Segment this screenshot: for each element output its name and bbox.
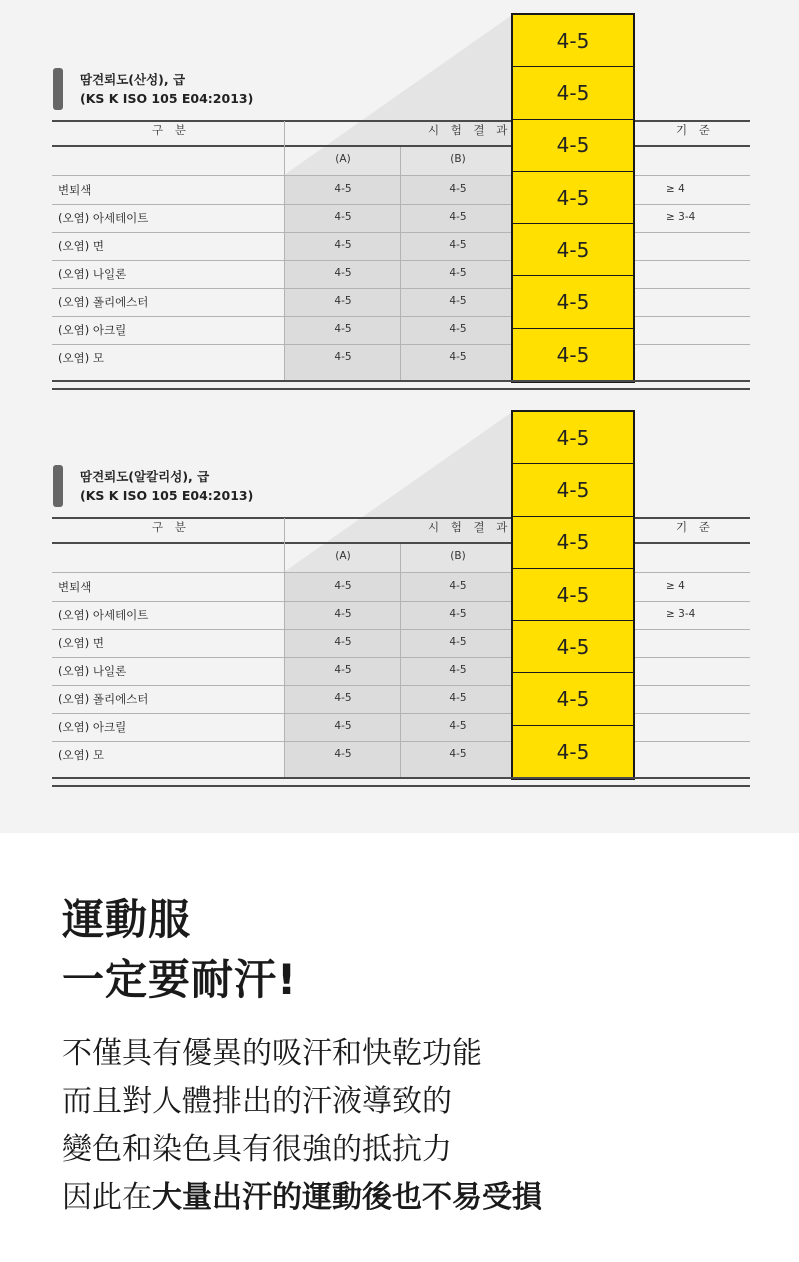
result-b-cell: 4-5 (449, 351, 467, 363)
col-divider (400, 147, 401, 380)
title-marker (53, 68, 63, 110)
row-rule (52, 713, 750, 714)
sub-header-b: (B) (450, 550, 466, 562)
highlight-wedge (284, 412, 512, 572)
highlight-results-box (511, 410, 635, 780)
header-result: 시 험 결 과 (428, 520, 512, 534)
result-b-cell: 4-5 (449, 748, 467, 760)
highlight-result-cell: 4-5 (513, 15, 633, 67)
result-b-cell: 4-5 (449, 267, 467, 279)
result-b-cell: 4-5 (449, 580, 467, 592)
row-label: (오염) 아세테이트 (58, 608, 149, 622)
row-label: (오염) 모 (58, 748, 104, 762)
result-a-cell: 4-5 (334, 664, 352, 676)
description-line-1: 不僅具有優異的吸汗和快乾功能 (62, 1036, 482, 1071)
table-standard-code: (KS K ISO 105 E04:2013) (80, 91, 254, 106)
result-a-cell: 4-5 (334, 351, 352, 363)
acid-sweat-fastness-table (0, 0, 799, 400)
highlight-wedge (284, 15, 512, 175)
result-b-cell: 4-5 (449, 211, 467, 223)
table-title: 땀견뢰도(산성), 급 (80, 72, 186, 87)
result-a-cell: 4-5 (334, 636, 352, 648)
result-a-cell: 4-5 (334, 692, 352, 704)
standard-cell: ≥ 4 (666, 580, 685, 592)
result-a-cell: 4-5 (334, 323, 352, 335)
description-line-2: 而且對人體排出的汗液導致的 (62, 1084, 452, 1119)
highlight-result-cell: 4-5 (513, 412, 633, 464)
header-result: 시 험 결 과 (428, 123, 512, 137)
header-standard: 기 준 (676, 520, 714, 534)
highlight-result-cell: 4-5 (513, 172, 633, 224)
result-a-cell: 4-5 (334, 211, 352, 223)
description-line-4-bold: 大量出汗的運動後也不易受損 (152, 1180, 542, 1215)
result-b-cell: 4-5 (449, 664, 467, 676)
result-a-cell: 4-5 (334, 295, 352, 307)
sub-header-b: (B) (450, 153, 466, 165)
col-divider (284, 121, 285, 380)
highlight-result-cell: 4-5 (513, 224, 633, 276)
standard-cell: ≥ 3-4 (666, 608, 696, 620)
row-rule (52, 685, 750, 686)
result-b-cell: 4-5 (449, 720, 467, 732)
row-rule (52, 344, 750, 345)
result-a-cell: 4-5 (334, 720, 352, 732)
highlight-result-cell: 4-5 (513, 120, 633, 172)
subheader-rule (52, 572, 750, 573)
row-rule (52, 288, 750, 289)
header-bottom-rule (52, 145, 750, 147)
headline-line-1: 運動服 (62, 895, 192, 944)
row-rule (52, 629, 750, 630)
result-a-cell: 4-5 (334, 580, 352, 592)
row-label: (오염) 폴리에스터 (58, 295, 149, 309)
row-label: (오염) 나일론 (58, 267, 127, 281)
header-category: 구 분 (152, 520, 190, 534)
row-label: (오염) 모 (58, 351, 104, 365)
highlight-result-cell: 4-5 (513, 67, 633, 119)
highlight-result-cell: 4-5 (513, 673, 633, 725)
result-b-cell: 4-5 (449, 692, 467, 704)
highlight-results-box (511, 13, 635, 383)
result-b-cell: 4-5 (449, 295, 467, 307)
highlight-result-cell: 4-5 (513, 517, 633, 569)
result-a-cell: 4-5 (334, 267, 352, 279)
result-a-cell: 4-5 (334, 748, 352, 760)
result-a-cell: 4-5 (334, 183, 352, 195)
description-line-4-normal: 因此在 (62, 1180, 152, 1215)
row-label: 변퇴색 (58, 580, 92, 594)
subheader-rule (52, 175, 750, 176)
result-b-cell: 4-5 (449, 183, 467, 195)
row-rule (52, 741, 750, 742)
result-b-cell: 4-5 (449, 608, 467, 620)
highlight-result-cell: 4-5 (513, 464, 633, 516)
row-label: (오염) 아크릴 (58, 720, 127, 734)
title-marker (53, 465, 63, 507)
result-b-cell: 4-5 (449, 636, 467, 648)
table-standard-code: (KS K ISO 105 E04:2013) (80, 488, 254, 503)
description (62, 1030, 542, 1222)
result-b-cell: 4-5 (449, 323, 467, 335)
row-label: (오염) 면 (58, 636, 104, 650)
description-line-4 (62, 1174, 542, 1222)
row-rule (52, 204, 750, 205)
row-rule (52, 316, 750, 317)
row-label: (오염) 아세테이트 (58, 211, 149, 225)
highlight-result-cell: 4-5 (513, 621, 633, 673)
table-title: 땀견뢰도(알칼리성), 급 (80, 469, 210, 484)
row-label: (오염) 폴리에스터 (58, 692, 149, 706)
row-rule (52, 657, 750, 658)
header-bottom-rule (52, 542, 750, 544)
row-rule (52, 232, 750, 233)
row-label: (오염) 아크릴 (58, 323, 127, 337)
highlight-result-cell: 4-5 (513, 276, 633, 328)
sub-header-a: (A) (335, 550, 351, 562)
highlight-result-cell: 4-5 (556, 342, 590, 367)
row-label: (오염) 나일론 (58, 664, 127, 678)
row-rule (52, 260, 750, 261)
sub-header-a: (A) (335, 153, 351, 165)
headline (62, 890, 297, 1010)
col-divider (400, 544, 401, 777)
result-b-cell: 4-5 (449, 239, 467, 251)
header-category: 구 분 (152, 123, 190, 137)
row-rule (52, 601, 750, 602)
headline-line-2: 一定要耐汗! (62, 955, 298, 1004)
alkaline-sweat-fastness-table (0, 397, 799, 797)
standard-cell: ≥ 4 (666, 183, 685, 195)
result-a-cell: 4-5 (334, 608, 352, 620)
row-label: (오염) 면 (58, 239, 104, 253)
highlight-result-cell: 4-5 (513, 569, 633, 621)
highlight-result-cell: 4-5 (556, 739, 590, 764)
col-divider (284, 518, 285, 777)
description-line-3: 變色和染色具有很強的抵抗力 (62, 1132, 452, 1167)
header-standard: 기 준 (676, 123, 714, 137)
row-label: 변퇴색 (58, 183, 92, 197)
standard-cell: ≥ 3-4 (666, 211, 696, 223)
result-a-cell: 4-5 (334, 239, 352, 251)
